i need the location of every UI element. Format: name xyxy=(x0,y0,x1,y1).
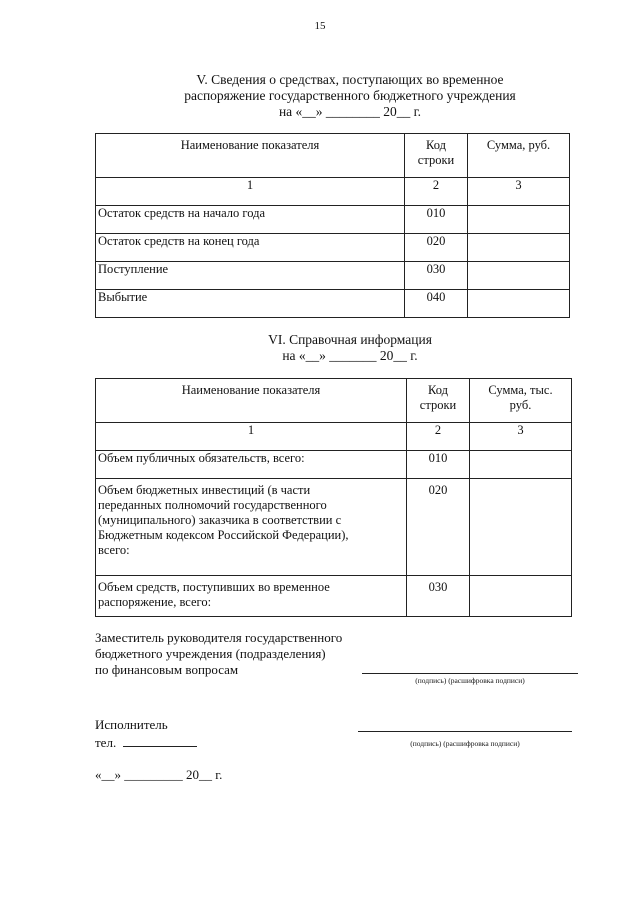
phone-row xyxy=(95,734,295,751)
page-number: 15 xyxy=(314,20,326,32)
header-code-line: строки xyxy=(419,398,457,412)
header-sum-line: руб. xyxy=(509,398,532,412)
row-sum-cell[interactable] xyxy=(468,262,570,290)
table-numbering-row xyxy=(96,178,570,206)
section-6-title-line: VI. Справочная информация xyxy=(268,332,432,347)
header-sum: Сумма, руб. xyxy=(468,134,570,178)
column-number: 1 xyxy=(96,423,407,451)
section-5-title xyxy=(100,72,600,120)
column-number: 3 xyxy=(468,178,570,206)
section-5-title-line: распоряжение государственного бюджетного учреждения xyxy=(184,88,516,103)
section-6-title-line: на «__» _______ 20__ г. xyxy=(282,348,418,363)
row-code: 010 xyxy=(407,451,470,479)
row-name: Поступление xyxy=(96,262,405,290)
row-sum-cell[interactable] xyxy=(470,451,572,479)
row-code: 030 xyxy=(407,576,470,617)
header-code-line: Код xyxy=(426,138,446,152)
column-number: 1 xyxy=(96,178,405,206)
table-row xyxy=(96,262,570,290)
row-sum-cell[interactable] xyxy=(468,234,570,262)
row-name-line: переданных полномочий государственного xyxy=(98,498,327,512)
column-number: 3 xyxy=(470,423,572,451)
phone-field[interactable] xyxy=(123,734,197,747)
row-code: 020 xyxy=(405,234,468,262)
executor-label: Исполнитель xyxy=(95,717,168,732)
table-header-row xyxy=(96,134,570,178)
section-5-title-line: V. Сведения о средствах, поступающих во временное xyxy=(196,72,504,87)
header-name: Наименование показателя xyxy=(96,379,407,423)
row-name-line: Бюджетным кодексом Российской Федерации), xyxy=(98,528,349,542)
table-row xyxy=(96,451,572,479)
header-sum-line: Сумма, тыс. xyxy=(488,383,553,397)
section-5-table xyxy=(95,133,570,318)
column-number: 2 xyxy=(407,423,470,451)
deputy-title-line: бюджетного учреждения (подразделения) xyxy=(95,646,326,661)
table-row xyxy=(96,479,572,576)
executor-signature-line[interactable] xyxy=(358,731,572,732)
row-name-line: распоряжение, всего: xyxy=(98,595,212,609)
row-code: 030 xyxy=(405,262,468,290)
row-code: 010 xyxy=(405,206,468,234)
row-name: Выбытие xyxy=(96,290,405,318)
table-numbering-row xyxy=(96,423,572,451)
row-code: 020 xyxy=(407,479,470,576)
section-5-title-line: на «__» ________ 20__ г. xyxy=(278,104,422,119)
header-code-line: строки xyxy=(417,153,455,167)
section-6-title xyxy=(100,332,600,364)
row-sum-cell[interactable] xyxy=(470,479,572,576)
row-name xyxy=(96,479,407,576)
table-row xyxy=(96,206,570,234)
row-code: 040 xyxy=(405,290,468,318)
section-6-table xyxy=(95,378,572,617)
table-row xyxy=(96,576,572,617)
row-name-line: всего: xyxy=(98,543,130,557)
deputy-signature-line[interactable] xyxy=(362,673,578,674)
header-code xyxy=(407,379,470,423)
table-header-row xyxy=(96,379,572,423)
deputy-signature-caption: (подпись) (расшифровка подписи) xyxy=(415,676,525,685)
date-line: «__» _________ 20__ г. xyxy=(95,767,223,782)
row-name xyxy=(96,576,407,617)
header-name: Наименование показателя xyxy=(96,134,405,178)
row-name: Остаток средств на конец года xyxy=(96,234,405,262)
row-name-line: (муниципального) заказчика в соответствии с xyxy=(98,513,342,527)
phone-label: тел. xyxy=(95,735,117,750)
header-sum xyxy=(470,379,572,423)
row-name: Остаток средств на начало года xyxy=(96,206,405,234)
deputy-title-line: по финансовым вопросам xyxy=(95,662,239,677)
header-code xyxy=(405,134,468,178)
row-sum-cell[interactable] xyxy=(468,206,570,234)
header-code-line: Код xyxy=(428,383,448,397)
row-sum-cell[interactable] xyxy=(468,290,570,318)
column-number: 2 xyxy=(405,178,468,206)
row-sum-cell[interactable] xyxy=(470,576,572,617)
row-name-line: Объем бюджетных инвестиций (в части xyxy=(98,483,311,497)
table-row xyxy=(96,290,570,318)
row-name-line: Объем средств, поступивших во временное xyxy=(98,580,330,594)
deputy-title xyxy=(95,630,395,678)
deputy-title-line: Заместитель руководителя государственного xyxy=(95,630,343,645)
table-row xyxy=(96,234,570,262)
executor-signature-caption: (подпись) (расшифровка подписи) xyxy=(410,739,520,748)
row-name: Объем публичных обязательств, всего: xyxy=(96,451,407,479)
